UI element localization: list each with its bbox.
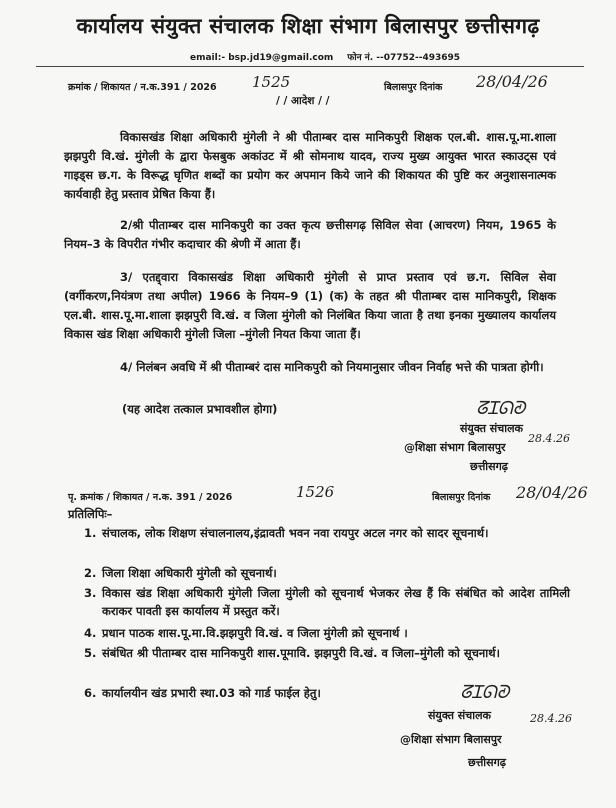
signatory-office: @शिक्षा संभाग बिलासपुर bbox=[400, 733, 502, 746]
email-text: email:- bsp.jd19@gmail.com bbox=[190, 53, 334, 63]
copy-item-3: 3. विकास खंड शिक्षा अधिकारी मुंगेली जिला मुंगेली को सूचनार्थ भेजकर लेख हैं कि संबंधित को आदेश तामिली कराकर पावती इस कार्यालय में प्रस्तुत करें। bbox=[84, 586, 570, 618]
office-title: कार्यालय संयुक्त संचालक शिक्षा संभाग बिलासपुर छत्तीसगढ़ bbox=[76, 14, 540, 38]
order-paragraph-3: 3/ एतद्द्वारा विकासखंड शिक्षा अधिकारी मुंगेली से प्राप्त प्रस्ताव एवं छ.ग. सिविल सेवा (वर्गीकरण,नियंत्रण तथा अपील) 1966 के नियम–9 (1) (क) के तहत श्री पीताम्बर दास मानिकपुरी, शिक्षक एल.बी. शास.पू.मा.शाला झझपुरी वि.खं. व जिला मुंगेली को निलंबित किया जाता है तथा इनका मुख्यालय कार्यालय विकास खंड शिक्षा अधिकारी मुंगेली जिला –मुंगेली नियत किया जाता हैं। bbox=[64, 270, 556, 341]
signatory-designation: संयुक्त संचालक bbox=[428, 709, 491, 722]
order-effect-note: (यह आदेश तत्काल प्रभावशील होगा) bbox=[122, 402, 278, 416]
endorsement-date-handwritten: 28/04/26 bbox=[516, 483, 588, 502]
order-paragraph-1: विकासखंड शिक्षा अधिकारी मुंगेली ने श्री पीताम्बर दास मानिकपुरी शिक्षक एल.बी. शास.पू.मा.शाला झझपुरी वि.खं. मुंगेली के द्वारा फेसबुक अकांउट में श्री सोमनाथ यादव, राज्य मुख्य आयुक्त भारत स्काउट्स एवं गाइड्स छ.ग. के विरूद्ध घृणित शब्दों का प्रयोग कर अपमान किये जाने की शिकायत की पुष्टि कर अनुशासनात्मक कार्यवाही हेतु प्रस्ताव प्रेषित किया हैं। bbox=[64, 130, 556, 201]
header-divider bbox=[36, 66, 584, 67]
office-mark: @ bbox=[400, 733, 411, 746]
order-heading: / / आदेश / / bbox=[276, 95, 330, 107]
signatory-state: छत्तीसगढ़ bbox=[470, 460, 508, 473]
signature-date-handwritten: 28.4.26 bbox=[528, 432, 570, 445]
endorsement-ref-label: पृ. क्रमांक / शिकायत / न.क. 391 / 2026 bbox=[68, 492, 233, 503]
signature-date-handwritten: 28.4.26 bbox=[530, 712, 572, 725]
phone-text: फोन नं. --07752--493695 bbox=[347, 53, 461, 63]
copy-to-label: प्रतिलिपिः– bbox=[68, 507, 113, 521]
copy-item-4: 4. प्रधान पाठक शास.पू.मा.वि.झझपुरी वि.खं. व जिला मुंगेली क्रो सूचनार्थ । bbox=[84, 626, 408, 640]
office-mark: @ bbox=[404, 441, 415, 454]
copy-item-2: 2. जिला शिक्षा अधिकारी मुंगेली को सूचनार्थ। bbox=[84, 566, 277, 580]
signatory-designation: संयुक्त संचालक bbox=[460, 422, 523, 435]
contact-line bbox=[190, 50, 460, 63]
copy-item-6: 6. कार्यालयीन खंड प्रभारी स्था.03 को गार्ड फाईल हेतु। bbox=[84, 686, 321, 700]
order-place-date-label: बिलासपुर दिनांक bbox=[384, 82, 443, 93]
endorsement-place-date-label: बिलासपुर दिनांक bbox=[432, 492, 491, 503]
order-ref-label: क्रमांक / शिकायत / न.क.391 / 2026 bbox=[68, 82, 217, 93]
endorsement-ref-number-handwritten: 1526 bbox=[296, 483, 335, 501]
copy-item-1: 1. संचालक, लोक शिक्षण संचालनालय,इंद्रावती भवन नवा रायपुर अटल नगर को सादर सूचनार्थ। bbox=[84, 526, 489, 540]
order-paragraph-2: 2/श्री पीताम्बर दास मानिकपुरी का उक्त कृत्य छत्तीसगढ़ सिविल सेवा (आचरण) नियम, 1965 के नियम–3 के विपरीत गंभीर कदाचार की श्रेणी में आता हैं। bbox=[64, 218, 556, 251]
signature-scribble: ᘔꞮᘏᘑ bbox=[460, 682, 510, 703]
signature-scribble: ᘔꞮᘏᘑ bbox=[476, 398, 526, 419]
copy-item-5: 5. संबंधित श्री पीताम्बर दास मानिकपुरी शास.पूमावि. झझपुरी वि.खं. व जिला–मुंगेली को सूचनार्थ। bbox=[84, 646, 500, 660]
order-paragraph-4: 4/ निलंबन अवधि में श्री पीताम्बरं दास मानिकपुरी को नियमानुसार जीवन निर्वाह भत्ते की पात्रता होगी। bbox=[120, 360, 544, 374]
order-ref-number-handwritten: 1525 bbox=[252, 73, 291, 91]
signatory-state: छत्तीसगढ़ bbox=[468, 756, 506, 769]
order-date-handwritten: 28/04/26 bbox=[476, 72, 548, 91]
signatory-office: @शिक्षा संभाग बिलासपुर bbox=[404, 441, 506, 454]
